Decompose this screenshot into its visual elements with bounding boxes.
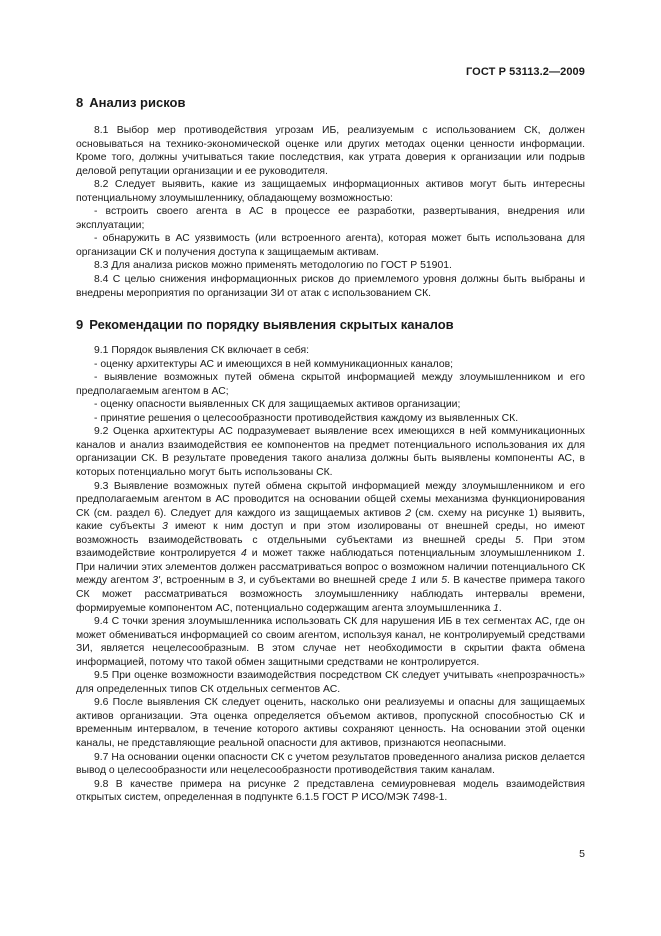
paragraph: 9.4 С точки зрения злоумышленника использовать СК для нарушения ИБ в тех сегментах АС, где он может обмениваться информацией со своим агентом, используя канал, не контролируемый средствами ЗИ, является нецелесообразным. В этом случае нет необходимости в скрытии факта обмена информацией, потому что такой обмен защитными средствами не контролируется. xyxy=(76,616,585,668)
list-item: - выявление возможных путей обмена скрытой информацией между злоумышленником и его предполагаемым агентом в АС; xyxy=(76,372,585,397)
paragraph: 9.8 В качестве примера на рисунке 2 представлена семиуровневая модель взаимодействия открытых систем, определенная в подпункте 6.1.5 ГОСТ Р ИСО/МЭК 7498-1. xyxy=(76,778,585,804)
paragraph: 9.1 Порядок выявления СК включает в себя: xyxy=(94,345,309,357)
list-item: - оценку опасности выявленных СК для защищаемых активов организации; xyxy=(94,399,461,411)
section-number: 8 xyxy=(76,95,84,110)
section-title: Рекомендации по порядку выявления скрытых каналов xyxy=(89,317,454,333)
paragraph: 9.7 На основании оценки опасности СК с учетом результатов проведенного анализа рисков делается вывод о целесообразности или нецелесообразности противодействия таким каналам. xyxy=(76,751,585,777)
paragraph: 8.2 Следует выявить, какие из защищаемых информационных активов могут быть интересны потенциальному злоумышленнику, обладающему возможностью: xyxy=(76,179,585,204)
document-header: ГОСТ Р 53113.2—2009 xyxy=(465,66,585,78)
section-heading xyxy=(76,94,585,111)
section-title: Анализ рисков xyxy=(89,95,186,110)
paragraph: 9.5 При оценке возможности взаимодействия посредством СК следует учитывать «непрозрачность» для определенных типов СК отдельных сегментов АС. xyxy=(76,670,585,695)
list-item: - принятие решения о целесообразности противодействия каждому из выявленных СК. xyxy=(94,412,519,424)
section-body xyxy=(76,344,585,805)
list-item: - оценку архитектуры АС и имеющихся в ней коммуникационных каналов; xyxy=(94,358,454,370)
paragraph: 9.2 Оценка архитектуры АС подразумевает выявление всех имеющихся в ней коммуникационных каналов и анализ взаимодействия ее компонентов на предмет потенциального использования их для организации СК. В результате проведения такого анализа должны быть выявлены компоненты АС, в которых потенциально могут быть использованы СК. xyxy=(76,426,585,479)
section-number: 9 xyxy=(76,317,84,333)
paragraph: 9.6 После выявления СК следует оценить, насколько они реализуемы и опасны для защищаемых активов организации. Эта оценка определяется объемом активов, пропускной способностью СК и временным интервалом, в течение которого активы сохраняют ценность. На основании этой оценки каналы, не представляющие реальной опасности для активов, признаются неопасными. xyxy=(76,697,585,749)
list-item: - обнаружить в АС уязвимость (или встроенного агента), которая может быть использована для организации СК и получения доступа к защищаемым активам. xyxy=(76,233,585,258)
section-body xyxy=(76,124,585,300)
list-item: - встроить своего агента в АС в процессе ее разработки, развертывания, внедрения или эксплуатации; xyxy=(76,206,585,231)
section-heading xyxy=(76,316,585,333)
paragraph: 8.4 С целью снижения информационных рисков до приемлемого уровня должны быть выбраны и внедрены мероприятия по организации ЗИ от атак с использованием СК. xyxy=(76,274,585,299)
paragraph: 9.3 Выявление возможных путей обмена скрытой информацией между злоумышленником и его предполагаемым агентом в АС проводится на основании общей схемы механизма функционирования СК (см. раздел 6). Следует для каждого из защищаемых активов 2 (см. схему на рисунке 1) выявить, какие субъекты 3 имеют к ним доступ и при этом изолированы от внешней среды, но имеют возможность взаимодействовать с отдельными субъектами из внешней среды 5. При этом взаимодействие контролируется 4 и может также наблюдаться потенциальным злоумышленником 1. При наличии этих элементов должен рассматриваться вопрос о возможном наличии потенциального СК между агентом 3', встроенным в 3, и субъектами во внешней среде 1 или 5. В качестве примера такого СК может рассматриваться возможность злоумышленнику наблюдать интервалы времени, формируемые компонентом АС, потенциально содержащим агента злоумышленника 1. xyxy=(76,480,586,614)
paragraph: 8.1 Выбор мер противодействия угрозам ИБ, реализуемым с использованием СК, должен основываться на технико-экономической оценке или других методах оценки ценности информации. Кроме того, должны учитываться такие последствия, как утрата доверия к организации или подрыв деловой репутации организации и ее руководителя. xyxy=(76,125,585,177)
page-number: 5 xyxy=(579,848,585,860)
paragraph: 8.3 Для анализа рисков можно применять методологию по ГОСТ Р 51901. xyxy=(94,260,452,272)
page-content xyxy=(76,94,585,805)
